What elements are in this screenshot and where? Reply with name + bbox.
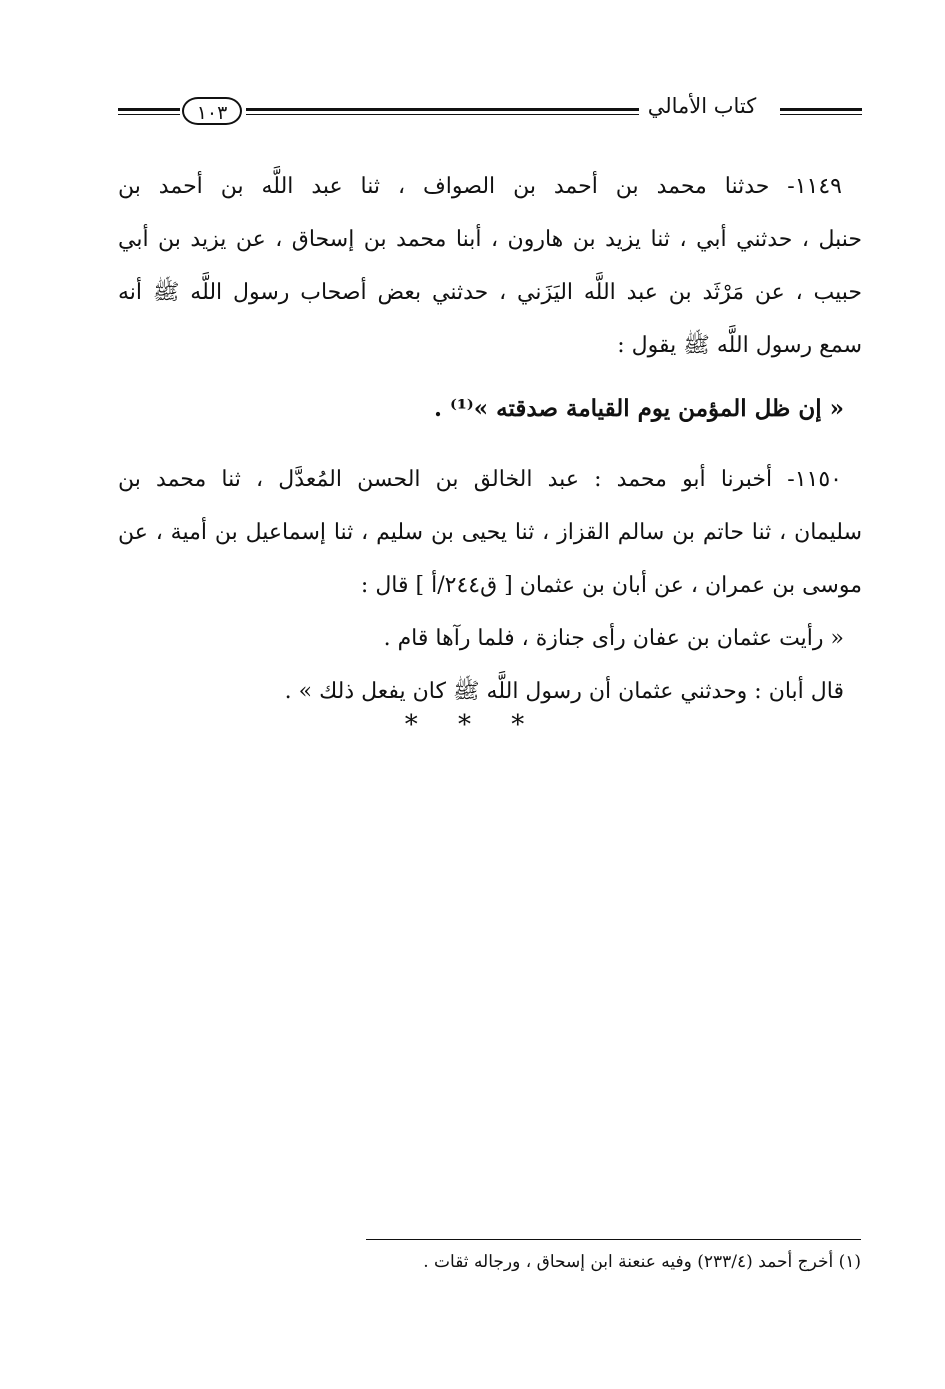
hadith-1149-line-2: حنبل ، حدثني أبي ، ثنا يزيد بن هارون ، أبنا محمد بن إسحاق ، عن يزيد بن أبي [118,227,862,252]
section-separator: * * * [404,710,541,740]
footnote-1: (١) أخرج أحمد (٢٣٣/٤) وفيه عنعنة ابن إسحاق ، ورجاله ثقات . [423,1252,861,1272]
hadith-1150-line-3: موسى بن عمران ، عن أبان بن عثمان [ ق٢٤٤/أ ] قال : [360,573,862,598]
hadith-1150-line-1: ١١٥٠- أخبرنا أبو محمد : عبد الخالق بن الحسن المُعدَّل ، ثنا محمد بن [118,467,842,492]
running-header [118,88,862,148]
footnote-rule [366,1239,861,1240]
hadith-1150-line-2: سليمان ، ثنا حاتم بن سالم القزاز ، ثنا يحيى بن سليم ، ثنا إسماعيل بن أمية ، عن [118,520,862,545]
hadith-1150-quote-line-1: « رأيت عثمان بن عفان رأى جنازة ، فلما رآها قام . [383,626,844,651]
header-rule-right [780,108,862,120]
body-text [118,160,862,718]
hadith-1149-quote: « إن ظل المؤمن يوم القيامة صدقته »⁽¹⁾ . [433,395,844,422]
page-number: ١٠٣ [182,97,242,125]
header-rule-left [118,108,180,120]
hadith-1149-line-1: ١١٤٩- حدثنا محمد بن أحمد بن الصواف ، ثنا عبد اللَّه بن أحمد بن [118,174,842,199]
header-rule-middle [246,108,639,120]
hadith-1150-quote-line-2: قال أبان : وحدثني عثمان أن رسول اللَّه ﷺ كان يفعل ذلك » . [284,679,844,704]
hadith-1149-line-3: حبيب ، عن مَرْثَد بن عبد اللَّه اليَزَني ، حدثني بعض أصحاب رسول اللَّه ﷺ أنه [118,280,862,305]
running-title: كتاب الأمالي [647,94,757,118]
hadith-1149-line-4: سمع رسول اللَّه ﷺ يقول : [617,333,862,358]
